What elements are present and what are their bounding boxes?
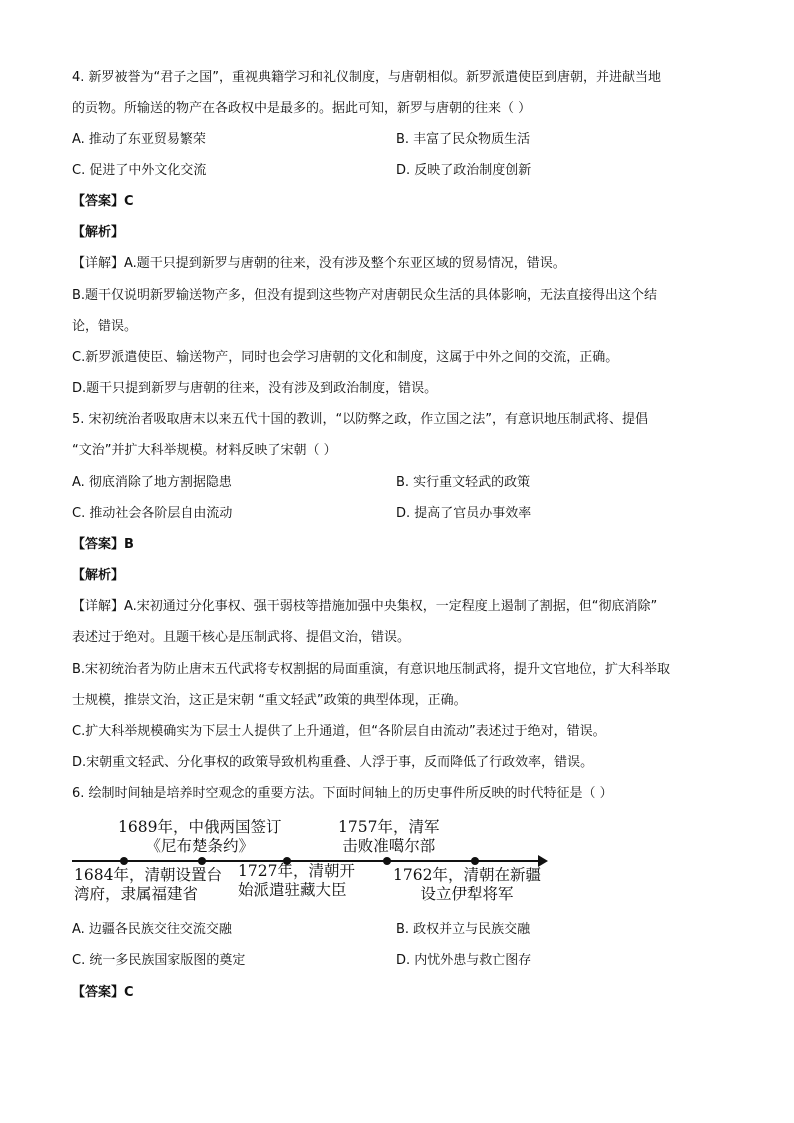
q4-stem-line2: 的贡物。所输送的物产在各政权中是最多的。据此可知，新罗与唐朝的往来（ ） [72, 101, 532, 116]
q5-detail-line: 【详解】A.宋初通过分化事权、强干弱枝等措施加强中央集权，一定程度上遏制了割据，但“彻底消除” [72, 599, 658, 614]
timeline-event-text: 1689年，中俄两国签订 [118, 818, 282, 836]
timeline-event-1727 [238, 862, 355, 900]
timeline [68, 818, 558, 908]
q6-option-c: C. 统一多民族国家版图的奠定 [72, 953, 246, 968]
q5-option-a: A. 彻底消除了地方割据隐患 [72, 475, 232, 490]
timeline-event-text: 1684年，清朝设置台 [74, 866, 222, 884]
q6-option-b: B. 政权并立与民族交融 [396, 922, 531, 937]
timeline-event-1757 [338, 818, 439, 856]
timeline-dot [471, 857, 479, 865]
q5-detail-line: B.宋初统治者为防止唐末五代武将专权割据的局面重演，有意识地压制武将，提升文官地位，扩大科举取 [72, 662, 671, 677]
q4-stem-line1: 4. 新罗被誉为“君子之国”，重视典籍学习和礼仪制度，与唐朝相似。新罗派遣使臣到唐朝，并进献当地 [72, 70, 662, 85]
q5-analysis-title: 【解析】 [72, 568, 125, 583]
q4-option-d: D. 反映了政治制度创新 [396, 163, 532, 178]
q4-analysis-title: 【解析】 [72, 225, 125, 240]
q5-detail-line: 士规模，推崇文治，这正是宋朝 “重文轻武”政策的典型体现，正确。 [72, 693, 467, 708]
timeline-event-text: 湾府，隶属福建省 [74, 885, 199, 903]
timeline-event-1689 [118, 818, 281, 856]
q6-option-d: D. 内忧外患与救亡图存 [396, 953, 532, 968]
q5-stem-line2: “文治”并扩大科举规模。材料反映了宋朝（ ） [72, 443, 337, 458]
q6-stem: 6. 绘制时间轴是培养时空观念的重要方法。下面时间轴上的历史事件所反映的时代特征是（ ） [72, 786, 613, 801]
q5-option-c: C. 推动社会各阶层自由流动 [72, 506, 233, 521]
q4-detail-line: 【详解】A.题干只提到新罗与唐朝的往来，没有涉及整个东亚区域的贸易情况，错误。 [72, 256, 566, 271]
q4-option-a: A. 推动了东亚贸易繁荣 [72, 132, 206, 147]
timeline-event-text: 击败准噶尔部 [342, 837, 436, 855]
timeline-dot [198, 857, 206, 865]
timeline-event-1762 [393, 866, 541, 904]
q5-detail-line: C.扩大科举规模确实为下层士人提供了上升通道，但“各阶层自由流动”表述过于绝对，错误。 [72, 724, 606, 739]
q4-option-b: B. 丰富了民众物质生活 [396, 132, 531, 147]
q4-answer: 【答案】C [72, 194, 134, 209]
q5-option-b: B. 实行重文轻武的政策 [396, 475, 531, 490]
q4-option-c: C. 促进了中外文化交流 [72, 163, 207, 178]
timeline-dot [383, 857, 391, 865]
timeline-event-1684 [74, 866, 222, 904]
q4-detail-line: B.题干仅说明新罗输送物产多，但没有提到这些物产对唐朝民众生活的具体影响，无法直接得出这个结 [72, 288, 658, 303]
q5-detail-line: D.宋朝重文轻武、分化事权的政策导致机构重叠、人浮于事，反而降低了行政效率，错误。 [72, 755, 594, 770]
q4-detail-line: D.题干只提到新罗与唐朝的往来，没有涉及到政治制度，错误。 [72, 381, 438, 396]
timeline-event-text: 《尼布楚条约》 [145, 837, 254, 855]
q5-detail-line: 表述过于绝对。且题干核心是压制武将、提倡文治，错误。 [72, 630, 411, 645]
timeline-event-text: 设立伊犁将军 [420, 885, 514, 903]
timeline-event-text: 1762年，清朝在新疆 [393, 866, 541, 884]
q6-answer: 【答案】C [72, 985, 134, 1000]
q4-detail-line: C.新罗派遣使臣、输送物产，同时也会学习唐朝的文化和制度，这属于中外之间的交流，正确。 [72, 350, 619, 365]
q5-stem-line1: 5. 宋初统治者吸取唐末以来五代十国的教训，“以防弊之政，作立国之法”，有意识地压制武将、提倡 [72, 412, 649, 427]
q6-option-a: A. 边疆各民族交往交流交融 [72, 922, 232, 937]
q5-option-d: D. 提高了官员办事效率 [396, 506, 532, 521]
timeline-event-text: 始派遣驻藏大臣 [238, 881, 347, 899]
q4-detail-line: 论，错误。 [72, 319, 138, 334]
q5-answer: 【答案】B [72, 537, 134, 552]
timeline-event-text: 1757年，清军 [338, 818, 440, 836]
timeline-dot [120, 857, 128, 865]
timeline-event-text: 1727年，清朝开 [238, 862, 355, 880]
